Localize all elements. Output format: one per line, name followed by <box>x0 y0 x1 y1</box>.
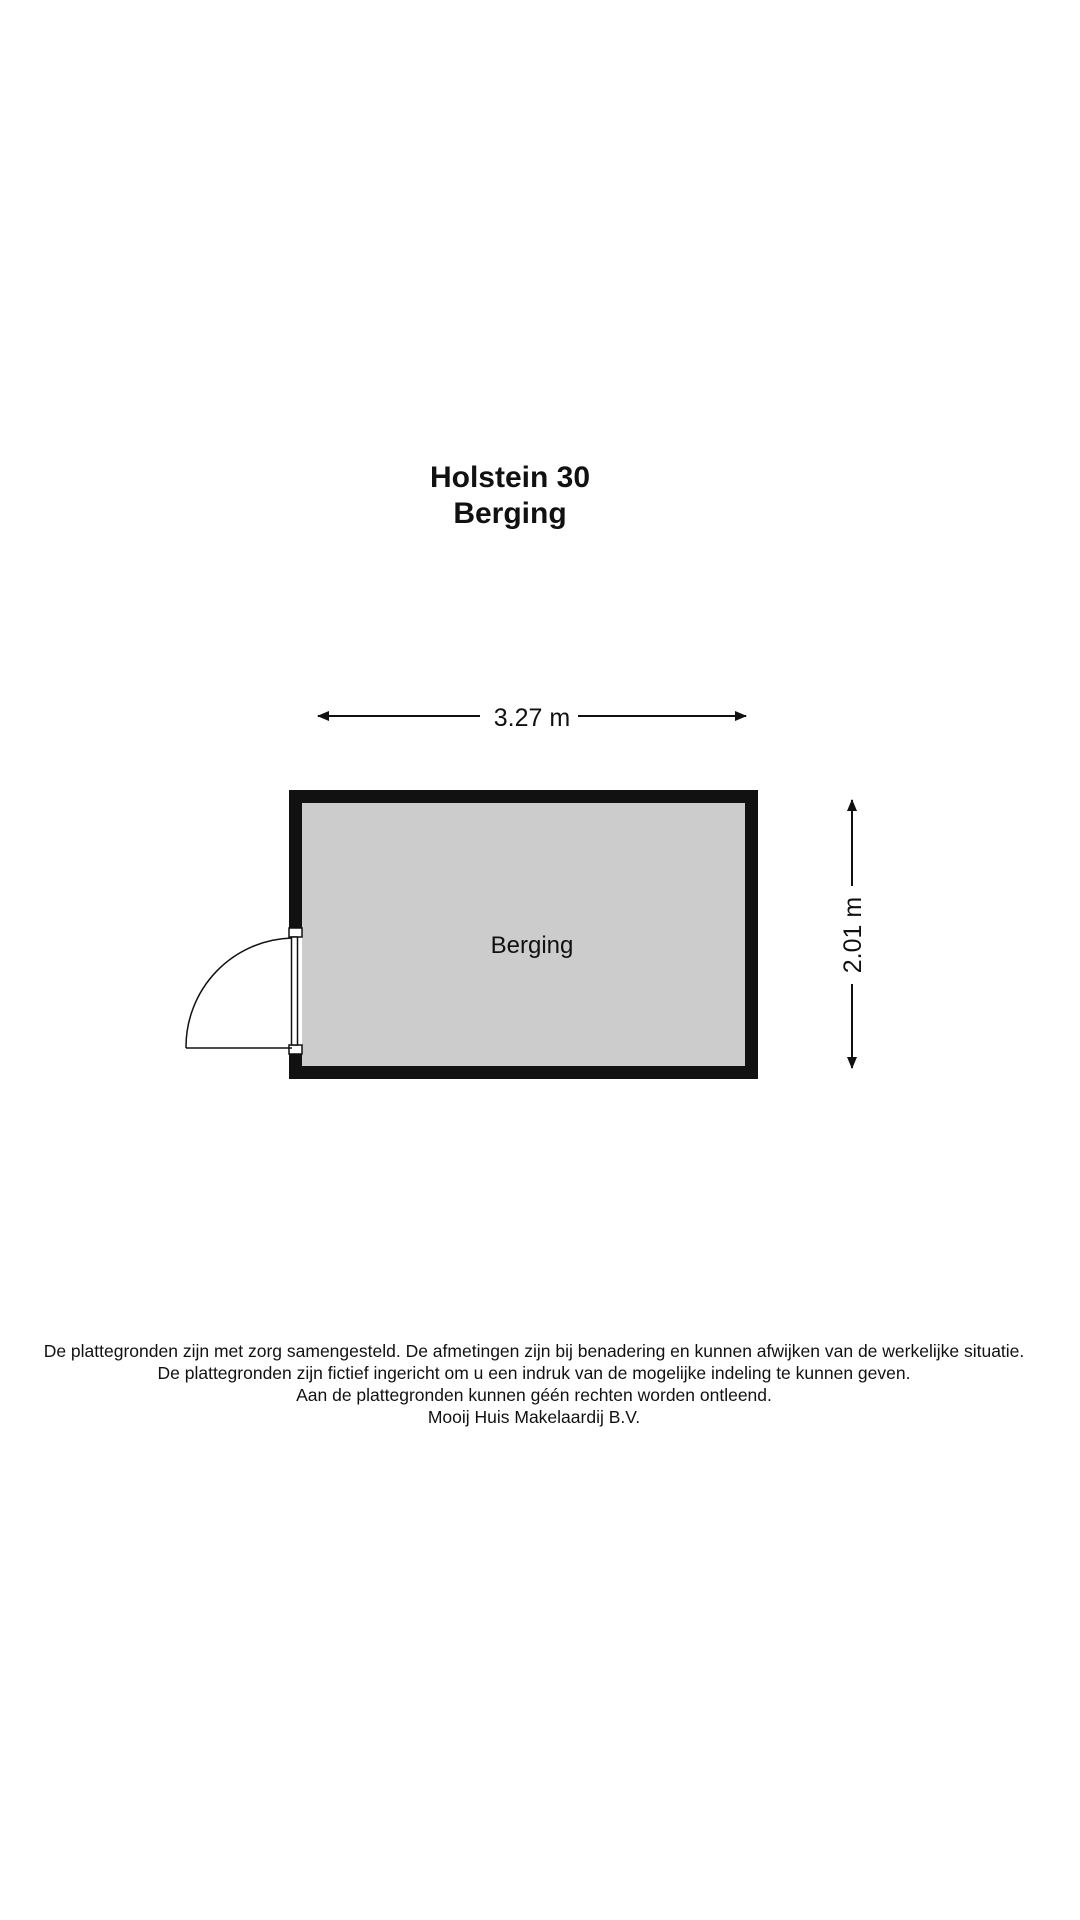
width-dimension <box>318 704 746 732</box>
address-title: Holstein 30 <box>429 461 591 494</box>
door-leaf <box>292 937 298 1045</box>
room <box>289 790 758 1079</box>
width-dimension-label: 3.27 m <box>493 704 571 732</box>
room-label: Berging <box>490 932 574 959</box>
disclaimer-company: Mooij Huis Makelaardij B.V. <box>427 1407 641 1427</box>
room-type-title: Berging <box>453 497 567 530</box>
door-swing-arc <box>186 938 292 1048</box>
door-jamb-top <box>289 928 302 937</box>
disclaimer <box>0 1340 1068 1428</box>
height-dimension <box>839 800 867 1068</box>
disclaimer-line: De plattegronden zijn fictief ingericht om u een indruk van de mogelijke indeling te kunnen geven. <box>157 1363 911 1383</box>
height-dimension-label: 2.01 m <box>839 896 867 974</box>
door <box>186 928 302 1054</box>
disclaimer-line: De plattegronden zijn met zorg samengesteld. De afmetingen zijn bij benadering en kunnen afwijken van de werkelijke situatie. <box>43 1341 1025 1361</box>
disclaimer-line: Aan de plattegronden kunnen géén rechten worden ontleend. <box>296 1385 772 1405</box>
door-jamb-bottom <box>289 1045 302 1054</box>
